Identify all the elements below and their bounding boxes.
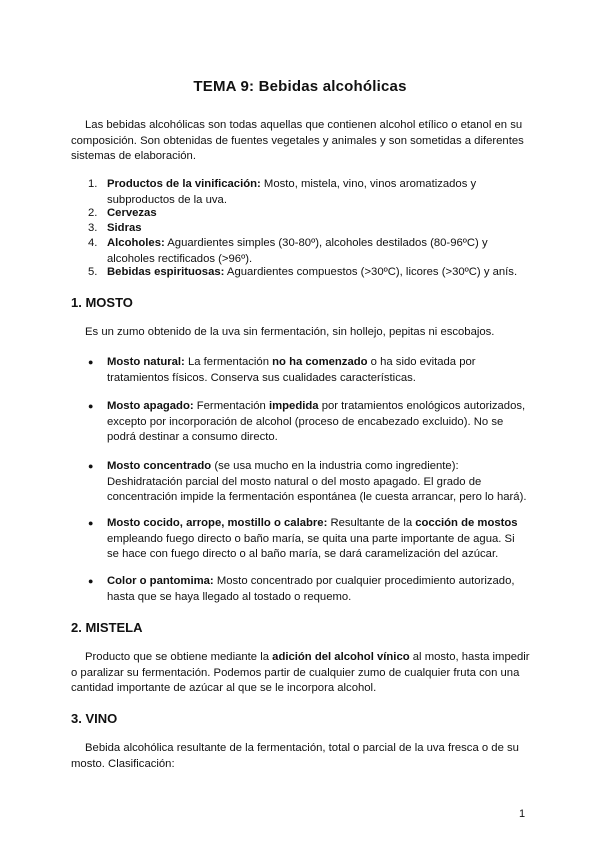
mosto-intro	[71, 325, 531, 341]
list-item	[88, 265, 528, 281]
bullet-icon: ●	[88, 461, 94, 471]
list-item-text: por tratamientos enológicos autorizados, excepto por incorporación de alcohol (proceso de encabezado excluido). No se podrá destinar a consumo directo.	[107, 400, 526, 443]
intro-paragraph	[71, 118, 531, 165]
list-item-label: Color o pantomima:	[107, 575, 214, 587]
list-item-label: Mosto concentrado	[107, 460, 212, 472]
list-number: 3.	[88, 222, 98, 234]
bullet-icon: ●	[88, 518, 94, 528]
list-item-text: Mosto concentrado por cualquier procedimiento autorizado, hasta que se haya llegado al tostado o requemo.	[107, 575, 515, 603]
list-item-text: La fermentación	[184, 356, 273, 368]
list-number: 1.	[88, 178, 98, 190]
list-item	[88, 206, 528, 222]
section-heading-mistela: 2. MISTELA	[71, 620, 143, 635]
bullet-icon: ●	[88, 576, 94, 586]
intro-text: Las bebidas alcohólicas son todas aquellas que contienen alcohol etílico o etanol en su composición. Son obtenidas de fuentes vegetales y animales y son sometidas a diferentes sistemas de elaboración.	[71, 119, 524, 162]
mistela-text: al mosto, hasta impedir o paralizar su fermentación. Podemos partir de cualquier zumo de cualquier fruta con una cantidad importante de azúcar al que se le incorpora alcohol.	[71, 651, 530, 694]
list-item	[88, 399, 528, 446]
mistela-paragraph	[71, 650, 531, 697]
list-item-text: Aguardientes compuestos (>30ºC), licores (>30ºC) y anís.	[224, 266, 518, 278]
list-item	[88, 177, 528, 208]
list-item-text: (se usa mucho en la industria como ingrediente): Deshidratación parcial del mosto natural o del mosto apagado. El grado de concentración impide la fermentación espontánea (le cuesta arrancar, pero lo hará).	[107, 460, 527, 503]
list-number: 4.	[88, 237, 98, 249]
mosto-intro-text: Es un zumo obtenido de la uva sin fermentación, sin hollejo, pepitas ni escobajos.	[85, 326, 495, 338]
bullet-icon: ●	[88, 357, 94, 367]
list-item	[88, 221, 528, 237]
list-item-text: Mosto, mistela, vino, vinos aromatizados y subproductos de la uva.	[107, 178, 477, 206]
page-number: 1	[519, 808, 526, 820]
list-item-label: Cervezas	[107, 207, 157, 219]
list-item-label: Mosto cocido, arrope, mostillo o calabre:	[107, 517, 328, 529]
list-item-text: Resultante de la	[327, 517, 416, 529]
list-item-text: empleando fuego directo o baño maría, se quita una parte importante de agua. Si se hace con fuego directo o al baño maría, se dará caramelización del azúcar.	[107, 532, 515, 560]
list-item-text: Fermentación	[193, 400, 269, 412]
list-item	[88, 459, 528, 506]
vino-text: Bebida alcohólica resultante de la fermentación, total o parcial de la uva fresca o de su mosto. Clasificación:	[71, 742, 519, 770]
list-item-label: Productos de la vinificación:	[107, 178, 261, 190]
mistela-emphasis: adición del alcohol vínico	[272, 651, 410, 663]
list-item	[88, 236, 528, 267]
list-number: 5.	[88, 266, 98, 278]
list-item-label: Sidras	[107, 222, 142, 234]
section-heading-vino: 3. VINO	[71, 711, 118, 726]
section-heading-mosto: 1. MOSTO	[71, 295, 133, 310]
list-item-label: Mosto natural:	[107, 356, 185, 368]
list-item-emphasis: cocción de mostos	[415, 517, 518, 529]
page-title: TEMA 9: Bebidas alcohólicas	[193, 78, 407, 95]
vino-paragraph	[71, 741, 531, 772]
list-item-label: Bebidas espirituosas:	[107, 266, 225, 278]
list-item-label: Mosto apagado:	[107, 400, 194, 412]
list-item-emphasis: no ha comenzado	[272, 356, 368, 368]
list-number: 2.	[88, 207, 98, 219]
list-item	[88, 516, 528, 563]
list-item-text: Aguardientes simples (30-80º), alcoholes destilados (80-96ºC) y alcoholes rectificados (>96º).	[107, 237, 488, 265]
list-item-emphasis: impedida	[268, 400, 319, 412]
list-item	[88, 355, 528, 386]
bullet-icon: ●	[88, 401, 94, 411]
list-item-text: o ha sido evitada por tratamientos físicos. Conserva sus cualidades características.	[107, 356, 476, 384]
mistela-text: Producto que se obtiene mediante la	[85, 651, 273, 663]
list-item	[88, 574, 528, 605]
list-item-label: Alcoholes:	[107, 237, 165, 249]
